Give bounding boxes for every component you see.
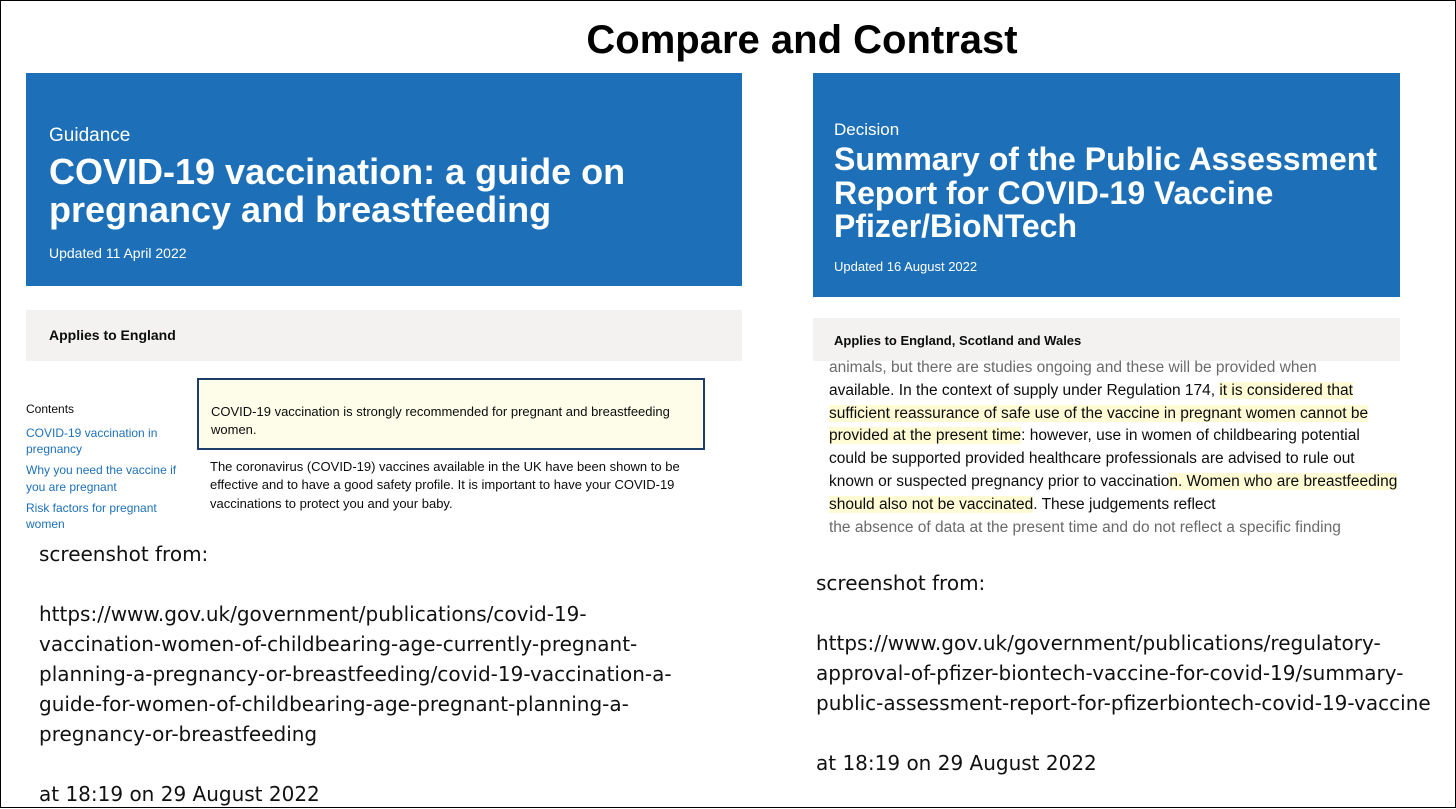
left-contents-nav	[26, 402, 186, 537]
right-caption-url-line: https://www.gov.uk/government/publications/regulatory-	[816, 631, 1381, 655]
left-banner-kicker: Guidance	[49, 125, 131, 146]
right-source-caption	[816, 568, 1446, 778]
excerpt-cut-bottom-line: the absence of data at the present time and do not reflect a specific finding	[829, 518, 1341, 536]
slide-title: Compare and Contrast	[586, 18, 1018, 62]
left-caption-label: screenshot from:	[39, 542, 209, 566]
left-applies-box	[26, 310, 742, 361]
contents-link-vaccination-in-pregnancy[interactable]: COVID-19 vaccination in pregnancy	[26, 426, 158, 457]
excerpt-highlight-pregnancy: it is considered that sufficient reassurance of safe use of the vaccine in pregnant women cannot be provided at the present time	[829, 381, 1369, 445]
left-caption-url-line: guide-for-women-of-childbearing-age-pregnant-planning-a-	[39, 692, 629, 716]
right-caption-timestamp: at 18:19 on 29 August 2022	[816, 751, 1097, 775]
right-applies-box	[813, 318, 1400, 361]
left-banner-title: COVID-19 vaccination: a guide on pregnancy and breastfeeding	[49, 151, 626, 230]
right-caption-url-line: public-assessment-report-for-pfizerbiontech-covid-19-vaccine	[816, 691, 1431, 715]
right-banner-title: Summary of the Public Assessment Report for COVID-19 Vaccine Pfizer/BioNTech	[834, 141, 1377, 245]
right-excerpt-paragraph	[829, 359, 1401, 539]
right-banner-updated: Updated 16 August 2022	[834, 259, 978, 274]
left-caption-url-line: planning-a-pregnancy-or-breastfeeding/covid-19-vaccination-a-	[39, 662, 672, 686]
left-banner-updated: Updated 11 April 2022	[49, 245, 187, 261]
left-body-text: The coronavirus (COVID-19) vaccines available in the UK have been shown to be effective and to have a good safety profile. It is important to have your COVID-19 vaccinations to protect you and your baby.	[210, 459, 680, 511]
excerpt-highlight-breastfeeding: n. Women who are breastfeeding should also not be vaccinated	[829, 472, 1398, 513]
excerpt-text-2: : however, use in women of childbearing potential could be supported provided healthcare professionals are advised to rule out known or suspected pregnancy prior to vaccinatio	[829, 427, 1360, 490]
excerpt-cut-top-line: animals, but there are studies ongoing and these will be provided when	[829, 359, 1317, 376]
left-caption-timestamp: at 18:19 on 29 August 2022	[39, 782, 320, 806]
contents-link-why-you-need-vaccine[interactable]: Why you need the vaccine if you are pregnant	[26, 463, 177, 494]
left-caption-url-line: pregnancy-or-breastfeeding	[39, 722, 318, 746]
right-caption-url-line: approval-of-pfizer-biontech-vaccine-for-covid-19/summary-	[816, 661, 1404, 685]
right-applies-text: Applies to England, Scotland and Wales	[834, 333, 1082, 348]
contents-link-risk-factors[interactable]: Risk factors for pregnant women	[26, 500, 157, 531]
right-decision-banner	[813, 73, 1400, 297]
left-callout-text: COVID-19 vaccination is strongly recommended for pregnant and breastfeeding women.	[211, 404, 670, 438]
contents-title: Contents	[26, 402, 75, 416]
right-banner-kicker: Decision	[834, 120, 900, 139]
left-caption-url-line: https://www.gov.uk/government/publications/covid-19-	[39, 602, 587, 626]
excerpt-text-3: . These judgements reflect	[1033, 495, 1216, 513]
left-callout-box	[197, 378, 705, 450]
left-caption-url-line: vaccination-women-of-childbearing-age-currently-pregnant-	[39, 632, 638, 656]
left-applies-text: Applies to England	[49, 327, 176, 343]
left-source-caption	[39, 539, 739, 809]
right-caption-label: screenshot from:	[816, 571, 986, 595]
right-excerpt-crop	[813, 359, 1403, 545]
left-guidance-banner	[26, 73, 742, 286]
excerpt-text-1: available. In the context of supply under Regulation 174,	[829, 381, 1220, 399]
